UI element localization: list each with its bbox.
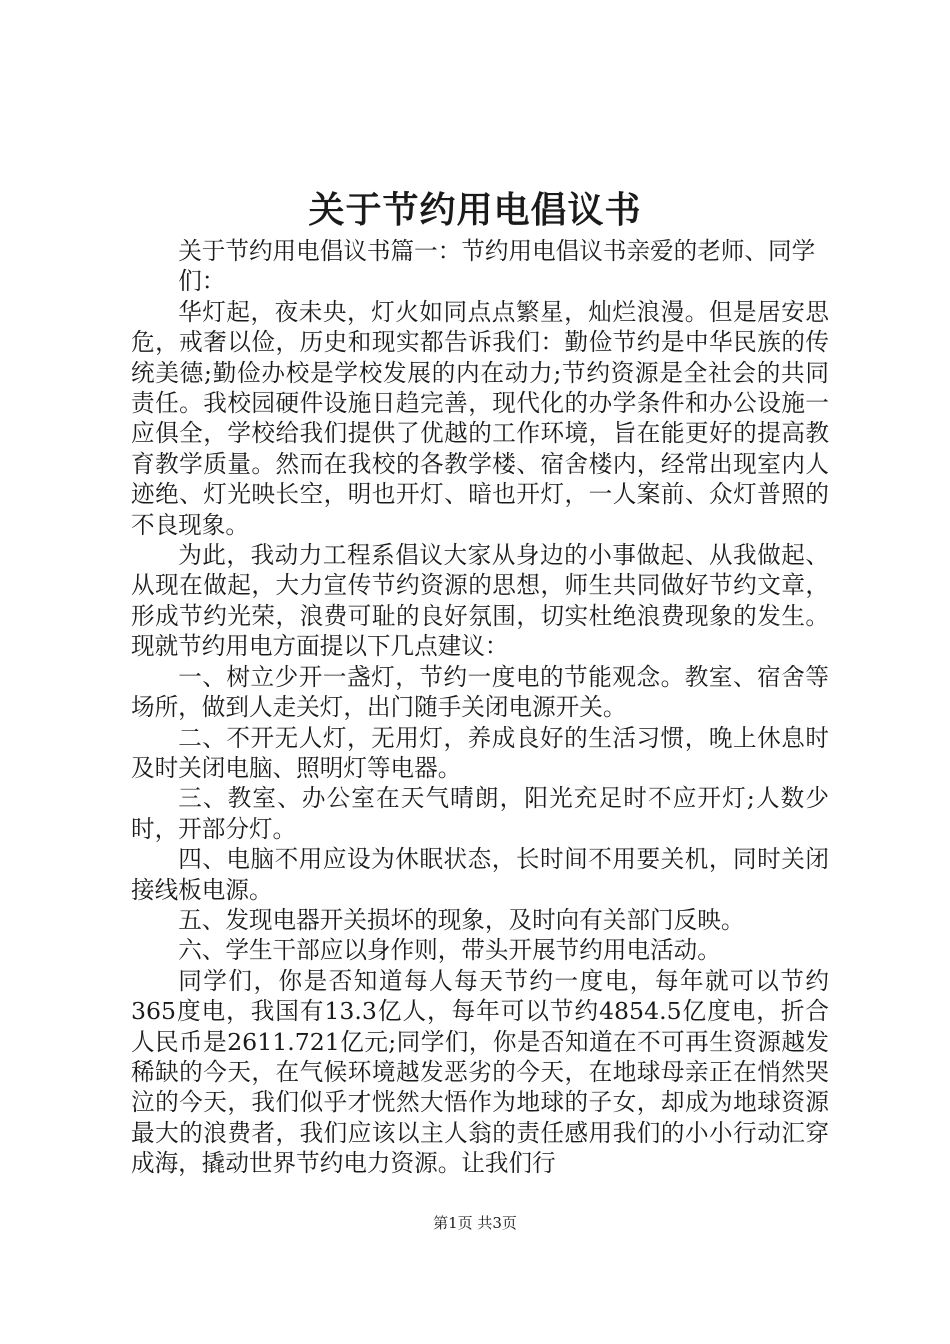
page-footer: 第1页 共3页 <box>433 1214 517 1232</box>
document-title: 关于节约用电倡议书 <box>308 189 642 231</box>
suggestion-item: 五、发现电器开关损坏的现象，及时向有关部门反映。 <box>178 905 745 934</box>
body-paragraph: 华灯起，夜未央，灯火如同点点繁星，灿烂浪漫。但是居安思危，戒奢以俭，历史和现实都告诉我们：勤俭节约是中华民族的传统美德;勤俭办校是学校发展的内在动力;节约资源是全社会的共同责任。我校园硬件设施日趋完善，现代化的办学条件和办公设施一应俱全，学校给我们提供了优越的工作环境，旨在能更好的提高教育教学质量。然而在我校的各教学楼、宿舍楼内，经常出现室内人迹绝、灯光映长空，明也开灯、暗也开灯，一人案前、众灯普照的不良现象。 <box>131 297 829 539</box>
body-paragraph: 同学们，你是否知道每人每天节约一度电，每年就可以节约365度电，我国有13.3亿人，每年可以节约4854.5亿度电，折合人民币是2611.721亿元;同学们，你是否知道在不可再生资源越发稀缺的今天，在气候环境越发恶劣的今天，在地球母亲正在悄然哭泣的今天，我们似乎才恍然大悟作为地球的子女，却成为地球资源最大的浪费者，我们应该以主人翁的责任感用我们的小小行动汇穿成海，撬动世界节约电力资源。让我们行 <box>131 966 829 1178</box>
suggestion-item: 六、学生干部应以身作则，带头开展节约用电活动。 <box>178 936 721 965</box>
body-paragraph: 为此，我动力工程系倡议大家从身边的小事做起、从我做起、从现在做起，大力宣传节约资源的思想，师生共同做好节约文章，形成节约光荣，浪费可耻的良好氛围，切实杜绝浪费现象的发生。现就节约用电方面提以下几点建议： <box>131 541 829 661</box>
suggestion-item: 二、不开无人灯，无用灯，养成良好的生活习惯，晚上休息时及时关闭电脑、照明灯等电器。 <box>131 723 829 782</box>
suggestion-item: 三、教室、办公室在天气晴朗，阳光充足时不应开灯;人数少时，开部分灯。 <box>131 784 829 843</box>
suggestion-item: 一、树立少开一盏灯，节约一度电的节能观念。教室、宿舍等场所，做到人走关灯，出门随手关闭电源开关。 <box>131 662 829 722</box>
document-body <box>131 236 829 1179</box>
intro-paragraph: 关于节约用电倡议书篇一：节约用电倡议书亲爱的老师、同学们： <box>178 237 816 296</box>
suggestion-item: 四、电脑不用应设为休眠状态，长时间不用要关机，同时关闭接线板电源。 <box>131 845 829 904</box>
